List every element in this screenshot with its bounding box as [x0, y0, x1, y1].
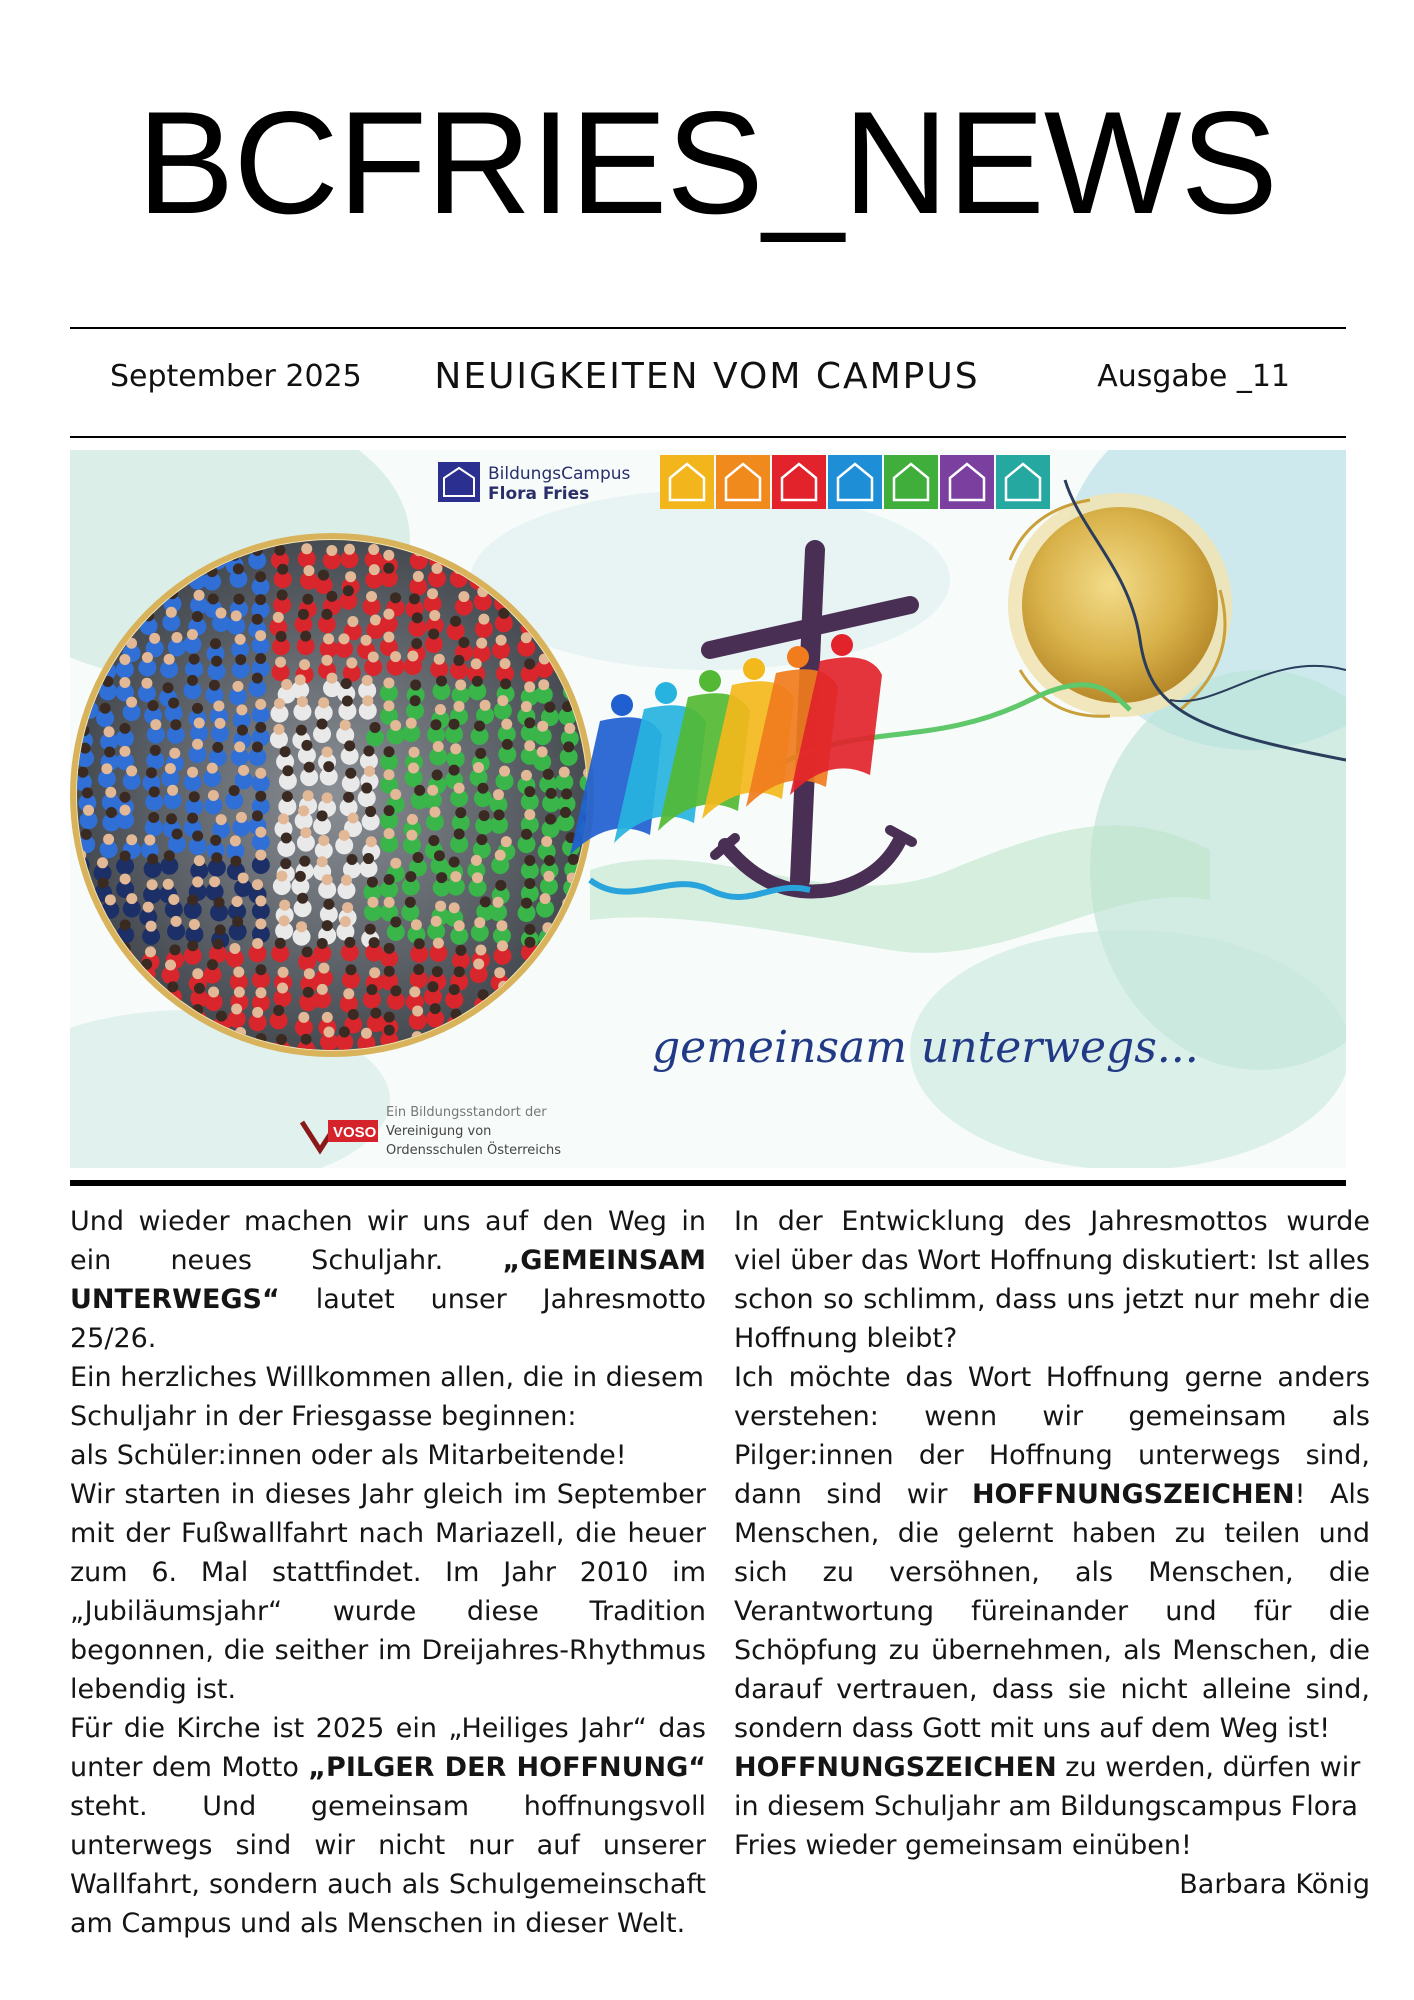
header-divider: [70, 436, 1346, 438]
hero-banner: [70, 450, 1346, 1168]
campus-logo-line2: Flora Fries: [488, 484, 590, 504]
hero-illustration: [70, 450, 1346, 1168]
voso-badge: VOSO: [333, 1124, 377, 1141]
issue-date: September 2025: [110, 359, 362, 394]
paragraph-welcome-2: als Schüler:innen oder als Mitarbeitende!: [70, 1440, 627, 1471]
paragraph-holy-year: Für die Kirche ist 2025 ein „Heiliges Jahr“ das unter dem Motto „PILGER DER HOFFNUNG“ steht. Und gemeinsam hoffnungsvoll unterwegs sind wir nicht nur auf unserer Wallfahrt, sondern auch als Schulgemeinschaft am Campus und als Menschen in dieser Welt.: [70, 1713, 707, 1939]
person-figure: [699, 670, 721, 692]
person-figure: [611, 694, 633, 716]
campus-logo-line1: BildungsCampus: [488, 464, 631, 484]
person-figure: [655, 682, 677, 704]
person-figure: [787, 646, 809, 668]
article-left-column: [70, 1202, 706, 1943]
paragraph-closing: HOFFNUNGSZEICHEN zu werden, dürfen wir in diesem Schuljahr am Bildungscampus Flora Fries wieder gemeinsam einüben!: [734, 1752, 1361, 1861]
motto-bold: „GEMEINSAM UNTERWEGS“: [70, 1245, 706, 1315]
article-right-column: [734, 1202, 1370, 1904]
sun-illustration: [1022, 507, 1218, 703]
issue-number: Ausgabe _11: [1097, 359, 1290, 394]
article-divider: [70, 1180, 1346, 1186]
paragraph-intro: Und wieder machen wir uns auf den Weg in ein neues Schuljahr. „GEMEINSAM UNTERWEGS“ lautet unser Jahresmotto 25/26.: [70, 1206, 706, 1354]
motto-script: gemeinsam unterwegs...: [652, 1022, 1199, 1073]
person-figure: [743, 658, 765, 680]
pilger-motto-bold: „PILGER DER HOFFNUNG“: [308, 1752, 707, 1783]
paragraph-welcome: Ein herzliches Willkommen allen, die in diesem Schuljahr in der Friesgasse beginnen:: [70, 1362, 704, 1432]
top-divider: [70, 327, 1346, 329]
masthead-title: BCFRIES_NEWS: [137, 81, 1277, 244]
voso-text-line2: Vereinigung von: [386, 1124, 492, 1139]
person-figure: [831, 634, 853, 656]
voso-text-line1: Ein Bildungsstandort der: [386, 1105, 547, 1120]
paragraph-hope-signs: Ich möchte das Wort Hoffnung gerne anders verstehen: wenn wir gemeinsam als Pilger:innen der Hoffnung unterwegs sind, dann sind wir HOFFNUNGSZEICHEN! Als Menschen, die gelernt haben zu teilen und sich zu versöhnen, als Menschen, die Verantwortung füreinander und für die Schöpfung zu übernehmen, als Menschen, die darauf vertrauen, dass sie nicht alleine sind, sondern dass Gott mit uns auf dem Weg ist!: [734, 1362, 1370, 1744]
section-title: NEUIGKEITEN VOM CAMPUS: [434, 356, 980, 397]
voso-text-line3: Ordensschulen Österreichs: [386, 1143, 562, 1158]
paragraph-pilgrimage: Wir starten in dieses Jahr gleich im September mit der Fußwallfahrt nach Mariazell, die heuer zum 6. Mal stattfindet. Im Jahr 2010 im „Jubiläumsjahr“ wurde diese Tradition begonnen, die seither im Dreijahres-Rhythmus lebendig ist.: [70, 1479, 706, 1705]
paragraph-hope: In der Entwicklung des Jahresmottos wurde viel über das Wort Hoffnung diskutiert: Ist alles schon so schlimm, dass uns jetzt nur mehr die Hoffnung bleibt?: [734, 1206, 1370, 1354]
author-signature: Barbara König: [1179, 1869, 1370, 1900]
house-icons-row: [660, 455, 1050, 509]
